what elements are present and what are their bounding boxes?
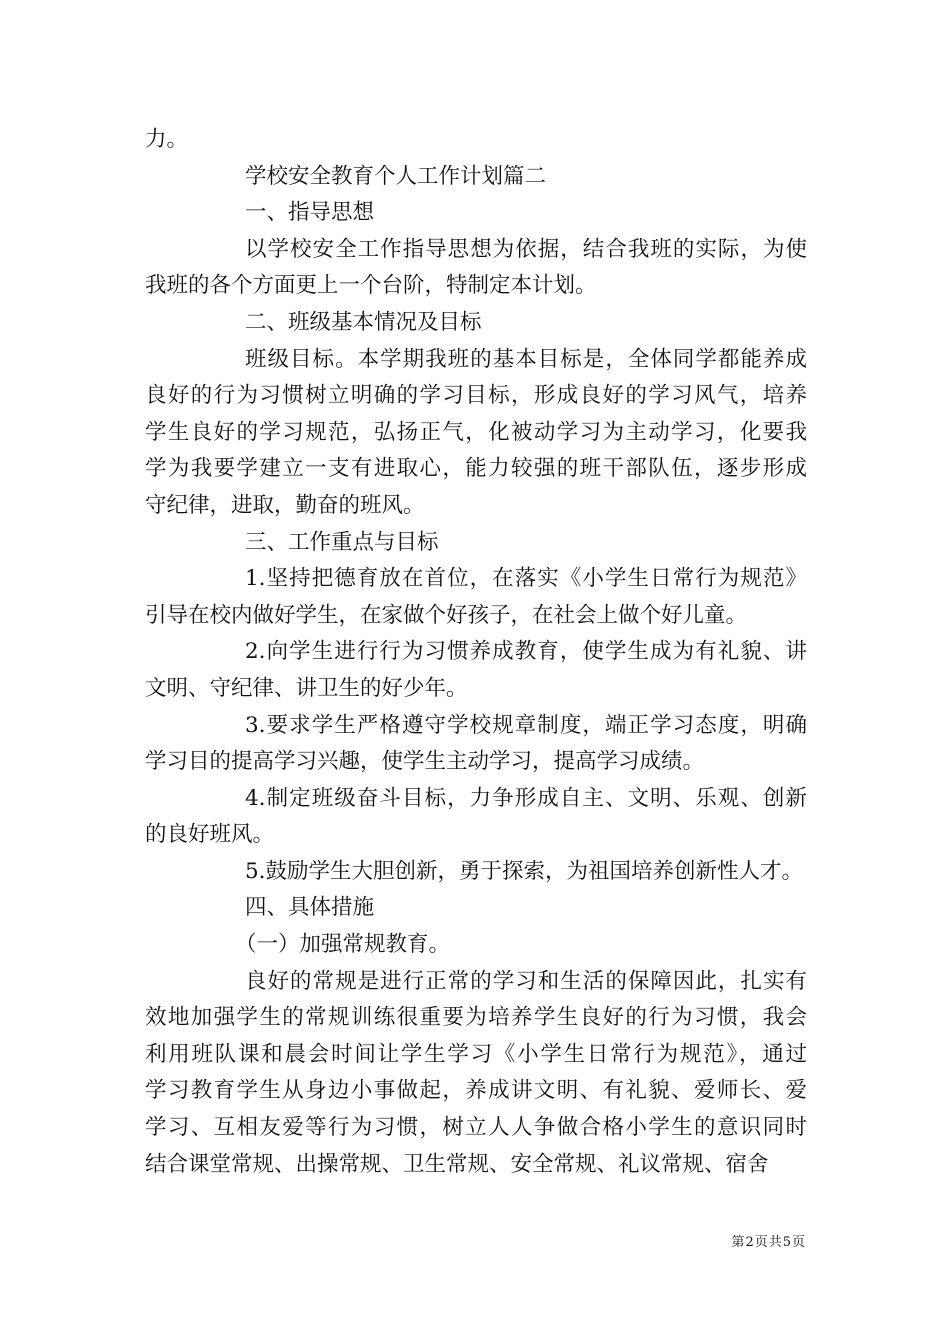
paragraph [145,305,807,342]
text-line: 班级目标。本学期我班的基本目标是，全体同学都能养成 [245,346,807,372]
text-line: 的良好班风。 [145,822,275,848]
text-line: 以学校安全工作指导思想为依据，结合我班的实际，为使 [245,236,807,262]
text-line: 守纪律，进取，勤奋的班风。 [145,492,425,518]
text-line: 引导在校内做好学生，在家做个好孩子，在社会上做个好儿童。 [145,602,748,628]
document-body [145,122,807,1183]
paragraph [145,232,807,305]
text-line: 三、工作重点与目标 [245,529,439,555]
paragraph [145,927,807,964]
text-line: 我班的各个方面更上一个台阶，特制定本计划。 [145,273,597,299]
page-number: 第2页共5页 [731,1235,806,1250]
text-line: 学习、互相友爱等行为习惯，树立人人争做合格小学生的意识同时 [145,1115,807,1141]
paragraph [145,159,807,196]
paragraph [145,964,807,1184]
paragraph [145,122,807,159]
paragraph [145,854,807,891]
text-line: 良好的常规是进行正常的学习和生活的保障因此，扎实有 [245,968,807,994]
text-line: 结合课堂常规、出操常规、卫生常规、安全常规、礼议常规、宿舍 [145,1151,769,1177]
text-line: 学校安全教育个人工作计划篇二 [245,163,547,189]
paragraph [145,708,807,781]
paragraph [145,342,807,525]
paragraph [145,561,807,634]
paragraph [145,890,807,927]
text-line: 力。 [145,127,189,152]
paragraph [145,525,807,562]
text-line: 利用班队课和晨会时间让学生学习《小学生日常行为规范》，通过 [145,1041,807,1067]
text-line: 学习教育学生从身边小事做起，养成讲文明、有礼貌、爱师长、爱 [145,1078,807,1104]
text-line: 2.向学生进行行为习惯养成教育，使学生成为有礼貌、讲 [245,639,807,665]
text-line: 二、班级基本情况及目标 [245,309,482,335]
text-line: 4.制定班级奋斗目标，力争形成自主、文明、乐观、创新 [245,785,807,811]
text-line: 学习目的提高学习兴趣，使学生主动学习，提高学习成绩。 [145,749,705,775]
text-line: 文明、守纪律、讲卫生的好少年。 [145,675,468,701]
text-line: 一、指导思想 [245,200,375,226]
text-line: 1.坚持把德育放在首位，在落实《小学生日常行为规范》 [245,566,807,592]
text-line: 学生良好的学习规范，弘扬正气，化被动学习为主动学习，化要我 [145,419,807,445]
text-line: 良好的行为习惯树立明确的学习目标，形成良好的学习风气，培养 [145,383,807,409]
text-line: 效地加强学生的常规训练很重要为培养学生良好的行为习惯，我会 [145,1005,807,1031]
text-line: 四、具体措施 [245,895,375,921]
paragraph [145,634,807,707]
text-line: 3.要求学生严格遵守学校规章制度，端正学习态度，明确 [245,712,807,738]
text-line: 学为我要学建立一支有进取心，能力较强的班干部队伍，逐步形成 [145,456,807,482]
text-line: （一）加强常规教育。 [235,932,451,958]
paragraph [145,195,807,232]
text-line: 5.鼓励学生大胆创新，勇于探索，为祖国培养创新性人才。 [245,858,804,884]
paragraph [145,781,807,854]
